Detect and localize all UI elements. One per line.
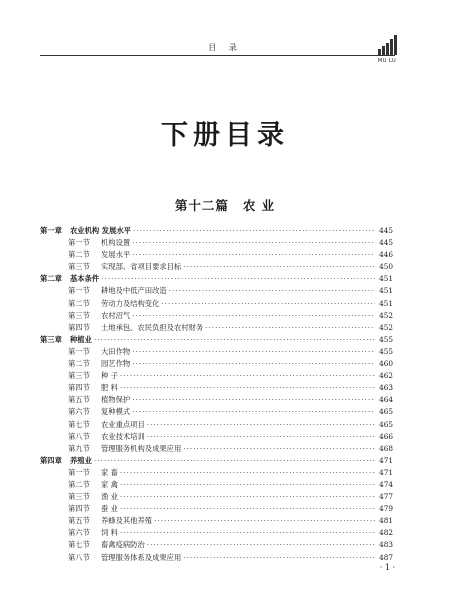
toc-entry-page: 466 — [379, 431, 393, 441]
table-of-contents — [40, 225, 393, 564]
toc-entry-label: 第六节 — [68, 528, 90, 538]
toc-entry-page: 445 — [379, 226, 393, 235]
toc-entry-title: 家 禽 — [101, 479, 118, 489]
toc-entry-label: 第三节 — [68, 310, 90, 320]
toc-entry-page: 460 — [379, 359, 393, 369]
toc-chapter-row[interactable] — [40, 334, 393, 346]
toc-entry-title: 肥 料 — [101, 383, 118, 393]
toc-entry-title: 耕地及中低产田改造 — [101, 286, 167, 296]
toc-section-row[interactable] — [40, 406, 393, 418]
toc-entry-page: 452 — [379, 322, 393, 332]
toc-entry-label: 第七节 — [68, 540, 90, 550]
toc-leader-dots — [101, 273, 375, 285]
toc-entry-page: 451 — [379, 274, 393, 284]
toc-entry-label: 第五节 — [68, 395, 90, 405]
toc-entry-title: 大田作物 — [101, 346, 131, 356]
page-title: 下册目录 — [161, 120, 289, 151]
toc-leader-dots — [133, 225, 375, 237]
toc-entry-title: 养殖业 — [70, 455, 92, 465]
toc-entry-label: 第五节 — [68, 516, 90, 526]
toc-entry-label: 第三节 — [68, 262, 90, 272]
toc-section-row[interactable] — [40, 491, 393, 503]
running-header: 目 录 — [208, 43, 242, 52]
toc-leader-dots — [183, 443, 375, 455]
toc-entry-title: 复种模式 — [101, 407, 131, 417]
toc-entry-label: 第三节 — [68, 492, 90, 502]
toc-section-row[interactable] — [40, 431, 393, 443]
toc-entry-title: 机构设置 — [101, 238, 131, 248]
toc-entry-page: 482 — [379, 528, 393, 538]
toc-section-row[interactable] — [40, 322, 393, 334]
toc-leader-dots — [154, 515, 375, 527]
toc-entry-label: 第一节 — [68, 346, 90, 356]
toc-entry-title: 种 子 — [101, 371, 118, 381]
toc-section-row[interactable] — [40, 358, 393, 370]
toc-leader-dots — [120, 503, 375, 515]
toc-entry-title: 饲 料 — [101, 528, 118, 538]
toc-entry-label: 第二节 — [68, 479, 90, 489]
toc-section-row[interactable] — [40, 419, 393, 431]
toc-chapter-row[interactable] — [40, 455, 393, 467]
toc-leader-dots — [132, 358, 375, 370]
toc-entry-title: 农村沼气 — [101, 310, 131, 320]
toc-entry-label: 第四节 — [68, 322, 90, 332]
toc-leader-dots — [183, 552, 375, 564]
toc-entry-page: 465 — [379, 407, 393, 417]
toc-entry-page: 477 — [379, 492, 393, 502]
toc-entry-label: 第一节 — [68, 238, 90, 248]
toc-chapter-row[interactable] — [40, 225, 393, 237]
toc-entry-label: 第三节 — [68, 371, 90, 381]
toc-entry-page: 452 — [379, 310, 393, 320]
toc-entry-page: 455 — [379, 334, 393, 344]
toc-section-row[interactable] — [40, 443, 393, 455]
toc-section-row[interactable] — [40, 479, 393, 491]
toc-entry-title: 劳动力及结构变化 — [101, 298, 160, 308]
toc-entry-page: 471 — [379, 455, 393, 465]
toc-entry-title: 养蜂及其他养殖 — [101, 516, 153, 526]
toc-leader-dots — [132, 406, 375, 418]
toc-entry-page: 471 — [379, 467, 393, 477]
toc-leader-dots — [120, 467, 375, 479]
toc-entry-page: 451 — [379, 286, 393, 296]
toc-entry-title: 土地承包、农民负担及农村财务 — [101, 322, 204, 332]
toc-entry-label: 第六节 — [68, 407, 90, 417]
toc-entry-title: 管理服务体系及成果应用 — [101, 552, 182, 562]
toc-section-row[interactable] — [40, 370, 393, 382]
toc-entry-title: 管理服务机构及成果应用 — [101, 443, 182, 453]
toc-section-row[interactable] — [40, 503, 393, 515]
toc-leader-dots — [120, 479, 375, 491]
toc-leader-dots — [132, 310, 375, 322]
toc-entry-title: 基本条件 — [70, 274, 100, 284]
toc-leader-dots — [147, 539, 375, 551]
toc-entry-title: 实现部、省项目要求目标 — [101, 262, 182, 272]
part-title-left: 第十二篇 — [174, 198, 229, 213]
toc-chapter-row[interactable] — [40, 273, 393, 285]
bar-chart-icon — [378, 35, 397, 55]
header-rule — [40, 55, 395, 56]
toc-leader-dots — [161, 298, 375, 310]
toc-entry-title: 农业机构 发展水平 — [70, 226, 131, 235]
toc-entry-title: 农业重点项目 — [101, 419, 145, 429]
toc-section-row[interactable] — [40, 285, 393, 297]
toc-entry-label: 第二节 — [68, 250, 90, 260]
toc-entry-title: 农业技术培训 — [101, 431, 145, 441]
toc-leader-dots — [132, 237, 375, 249]
toc-entry-page: 479 — [379, 504, 393, 514]
toc-leader-dots — [205, 322, 375, 334]
logo-text: MU LU — [377, 58, 397, 64]
toc-leader-dots — [183, 261, 375, 273]
toc-entry-page: 474 — [379, 479, 393, 489]
toc-entry-label: 第二节 — [68, 359, 90, 369]
toc-entry-page: 483 — [379, 540, 393, 550]
toc-entry-title: 渔 业 — [101, 492, 118, 502]
toc-entry-label: 第八节 — [68, 431, 90, 441]
toc-section-row[interactable] — [40, 394, 393, 406]
toc-leader-dots — [132, 346, 375, 358]
toc-entry-title: 发展水平 — [101, 250, 131, 260]
toc-leader-dots — [120, 491, 375, 503]
toc-section-row[interactable] — [40, 249, 393, 261]
toc-leader-dots — [132, 394, 375, 406]
toc-entry-label: 第一章 — [40, 226, 62, 235]
toc-entry-page: 481 — [379, 516, 393, 526]
toc-entry-title: 蚕 业 — [101, 504, 118, 514]
toc-section-row[interactable] — [40, 261, 393, 273]
toc-leader-dots — [120, 370, 375, 382]
page-number: · 1 · — [379, 563, 395, 572]
toc-section-row[interactable] — [40, 467, 393, 479]
toc-entry-page: 445 — [379, 238, 393, 248]
toc-entry-page: 487 — [379, 552, 393, 562]
toc-entry-title: 种植业 — [70, 334, 92, 344]
toc-section-row[interactable] — [40, 382, 393, 394]
toc-section-row[interactable] — [40, 346, 393, 358]
toc-section-row[interactable] — [40, 310, 393, 322]
toc-section-row[interactable] — [40, 237, 393, 249]
toc-section-row[interactable] — [40, 515, 393, 527]
toc-leader-dots — [94, 334, 375, 346]
toc-entry-page: 468 — [379, 443, 393, 453]
toc-entry-label: 第四章 — [40, 455, 62, 465]
toc-entry-label: 第一节 — [68, 286, 90, 296]
toc-leader-dots — [132, 249, 375, 261]
toc-entry-title: 植物保护 — [101, 395, 131, 405]
toc-section-row[interactable] — [40, 552, 393, 564]
toc-section-row[interactable] — [40, 527, 393, 539]
toc-entry-label: 第三章 — [40, 334, 62, 344]
toc-leader-dots — [147, 419, 375, 431]
toc-entry-page: 463 — [379, 383, 393, 393]
toc-entry-page: 462 — [379, 371, 393, 381]
toc-entry-label: 第二章 — [40, 274, 62, 284]
toc-section-row[interactable] — [40, 539, 393, 551]
toc-entry-label: 第一节 — [68, 467, 90, 477]
toc-leader-dots — [120, 527, 375, 539]
toc-entry-label: 第七节 — [68, 419, 90, 429]
toc-entry-title: 园艺作物 — [101, 359, 131, 369]
part-title-right: 农 业 — [242, 198, 276, 213]
toc-entry-page: 450 — [379, 262, 393, 272]
toc-entry-label: 第四节 — [68, 504, 90, 514]
toc-entry-label: 第二节 — [68, 298, 90, 308]
toc-entry-page: 446 — [379, 250, 393, 260]
toc-leader-dots — [147, 431, 375, 443]
toc-entry-page: 455 — [379, 346, 393, 356]
toc-leader-dots — [94, 455, 375, 467]
toc-entry-label: 第四节 — [68, 383, 90, 393]
toc-entry-page: 465 — [379, 419, 393, 429]
toc-entry-title: 畜禽疫病防治 — [101, 540, 145, 550]
toc-entry-page: 464 — [379, 395, 393, 405]
toc-leader-dots — [169, 285, 375, 297]
toc-leader-dots — [120, 382, 375, 394]
part-title — [0, 196, 450, 214]
toc-section-row[interactable] — [40, 298, 393, 310]
toc-entry-label: 第九节 — [68, 443, 90, 453]
toc-entry-title: 家 畜 — [101, 467, 118, 477]
toc-entry-label: 第八节 — [68, 552, 90, 562]
toc-entry-page: 451 — [379, 298, 393, 308]
mulu-logo — [375, 30, 399, 64]
